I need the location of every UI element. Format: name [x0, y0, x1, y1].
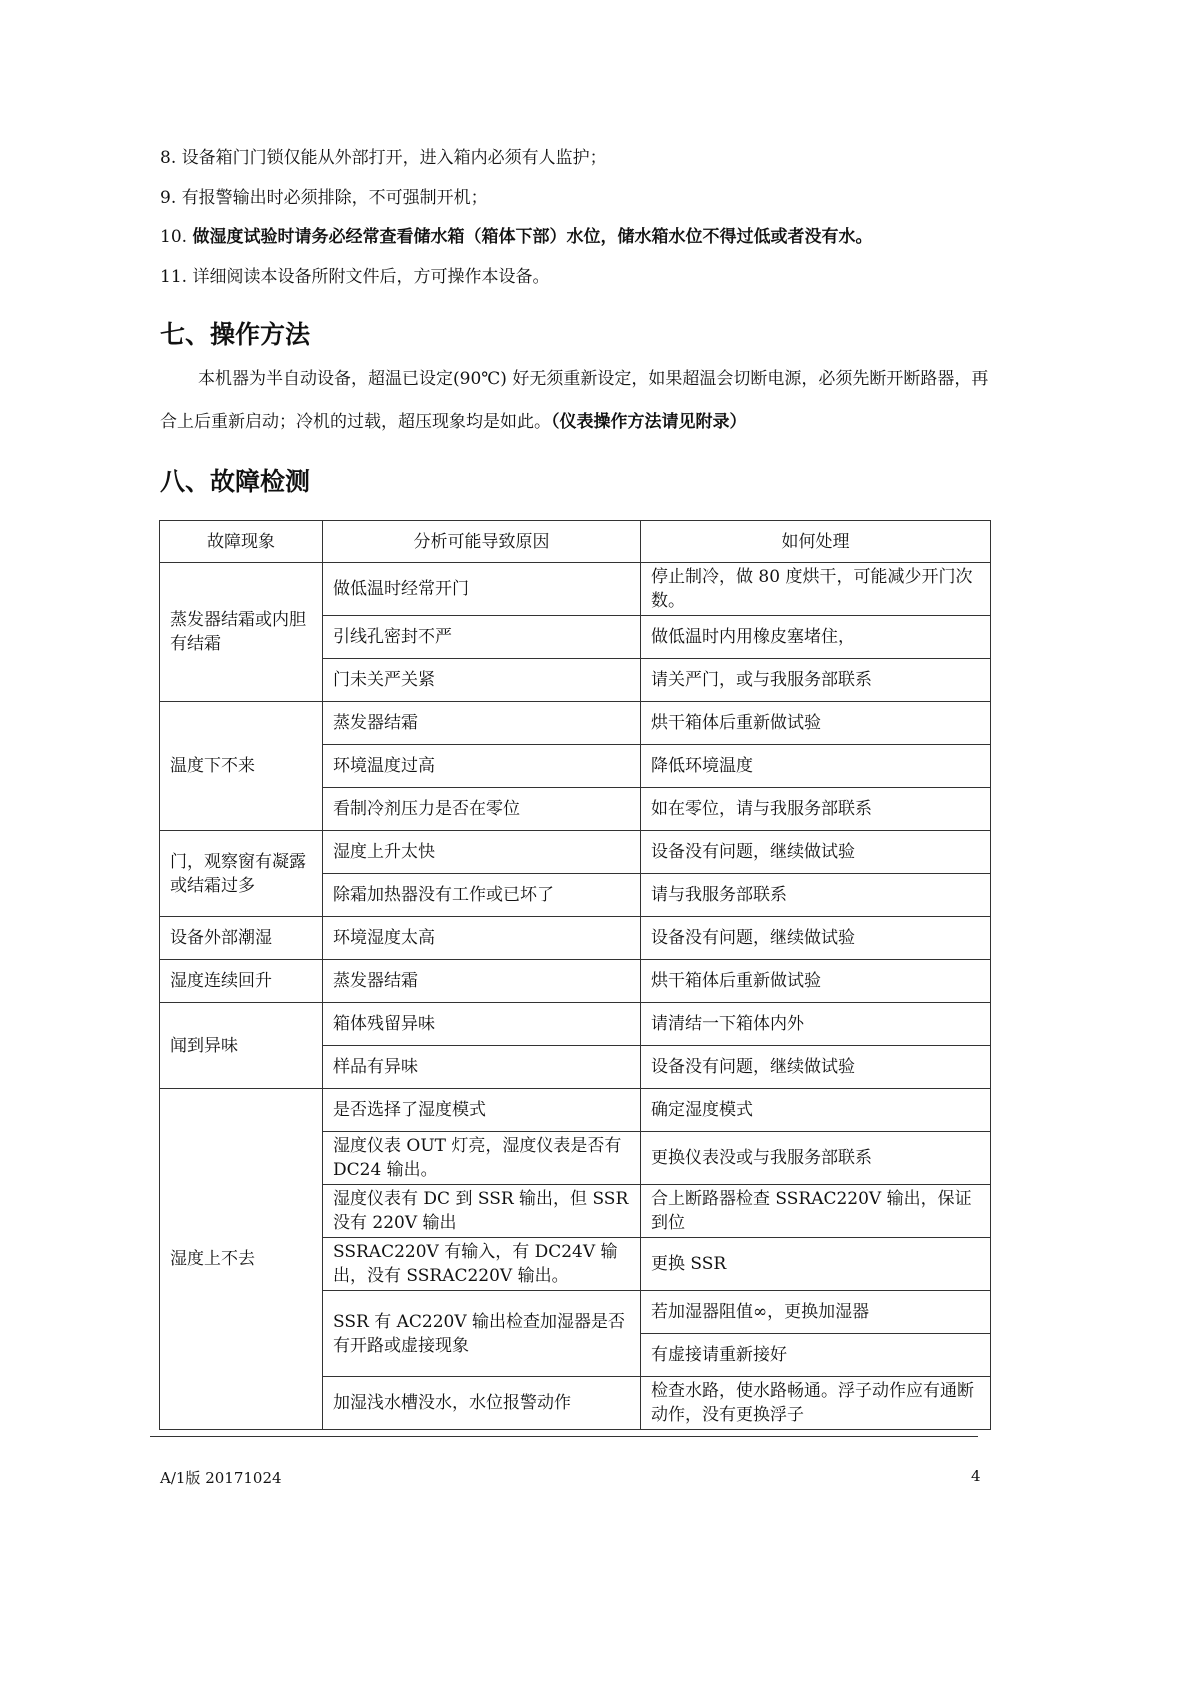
solution-cell: 设备没有问题，继续做试验: [641, 917, 991, 960]
cause-cell: 引线孔密封不严: [323, 616, 641, 659]
solution-cell: 降低环境温度: [641, 745, 991, 788]
cause-cell: 湿度仪表有 DC 到 SSR 输出，但 SSR 没有 220V 输出: [323, 1185, 641, 1238]
paragraph-text: 本机器为半自动设备，超温已设定(90℃) 好无须重新设定，如果超温会切断电源，必须先断开断路器，再合上后重新启动；冷机的过载，超压现象均是如此。: [160, 369, 989, 432]
solution-cell: 请关严门，或与我服务部联系: [641, 659, 991, 702]
item-text: 有报警输出时必须排除，不可强制开机；: [181, 188, 488, 208]
footer-rule: [150, 1436, 978, 1437]
table-row: [160, 960, 991, 1003]
section-8-title: 八、故障检测: [160, 467, 311, 496]
solution-cell: 合上断路器检查 SSRAC220V 输出，保证到位: [641, 1185, 991, 1238]
solution-cell: 有虚接请重新接好: [641, 1334, 991, 1377]
solution-cell: 如在零位，请与我服务部联系: [641, 788, 991, 831]
header-solution: 如何处理: [641, 521, 991, 563]
cause-cell: 箱体残留异味: [323, 1003, 641, 1046]
cause-cell: 蒸发器结霜: [323, 702, 641, 745]
item-text: 设备箱门门锁仅能从外部打开，进入箱内必须有人监护；: [181, 148, 607, 168]
header-symptom: 故障现象: [160, 521, 323, 563]
symptom-cell: 蒸发器结霜或内胆有结霜: [160, 563, 323, 702]
table-row: [160, 917, 991, 960]
symptom-cell: 门，观察窗有凝露或结霜过多: [160, 831, 323, 917]
symptom-cell: 闻到异味: [160, 1003, 323, 1089]
solution-cell: 确定湿度模式: [641, 1089, 991, 1132]
list-item-8: [160, 143, 607, 168]
cause-cell: 看制冷剂压力是否在零位: [323, 788, 641, 831]
table-row: [160, 702, 991, 745]
solution-cell: 停止制冷，做 80 度烘干，可能减少开门次数。: [641, 563, 991, 616]
list-item-9: [160, 183, 488, 208]
cause-cell: SSR 有 AC220V 输出检查加湿器是否有开路或虚接现象: [323, 1291, 641, 1377]
symptom-cell: 温度下不来: [160, 702, 323, 831]
cause-cell: 门未关严关紧: [323, 659, 641, 702]
table-row: [160, 1089, 991, 1132]
table-row: [160, 831, 991, 874]
cause-cell: 蒸发器结霜: [323, 960, 641, 1003]
cause-cell: 加湿浅水槽没水，水位报警动作: [323, 1377, 641, 1430]
solution-cell: 请与我服务部联系: [641, 874, 991, 917]
list-item-10: [160, 222, 872, 247]
solution-cell: 若加湿器阻值∞，更换加湿器: [641, 1291, 991, 1334]
header-cause: 分析可能导致原因: [323, 521, 641, 563]
page-number: 4: [971, 1467, 981, 1485]
symptom-cell: 湿度上不去: [160, 1089, 323, 1430]
item-number: 10.: [160, 227, 188, 247]
section-7-title: 七、操作方法: [160, 320, 311, 349]
section-7-paragraph: [160, 358, 990, 444]
solution-cell: 更换仪表没或与我服务部联系: [641, 1132, 991, 1185]
fault-table: [159, 520, 991, 1430]
cause-cell: 环境温度过高: [323, 745, 641, 788]
solution-cell: 烘干箱体后重新做试验: [641, 960, 991, 1003]
solution-cell: 烘干箱体后重新做试验: [641, 702, 991, 745]
item-text: 做湿度试验时请务必经常查看储水箱（箱体下部）水位，储水箱水位不得过低或者没有水。: [192, 227, 873, 247]
paragraph-bold-text: （仪表操作方法请见附录）: [551, 412, 747, 432]
solution-cell: 设备没有问题，继续做试验: [641, 831, 991, 874]
symptom-cell: 设备外部潮湿: [160, 917, 323, 960]
item-number: 8.: [160, 148, 177, 168]
solution-cell: 检查水路，使水路畅通。浮子动作应有通断动作，没有更换浮子: [641, 1377, 991, 1430]
solution-cell: 设备没有问题，继续做试验: [641, 1046, 991, 1089]
solution-cell: 更换 SSR: [641, 1238, 991, 1291]
cause-cell: SSRAC220V 有输入，有 DC24V 输出，没有 SSRAC220V 输出。: [323, 1238, 641, 1291]
table-row: [160, 563, 991, 616]
cause-cell: 是否选择了湿度模式: [323, 1089, 641, 1132]
list-item-11: [160, 262, 549, 287]
cause-cell: 湿度仪表 OUT 灯亮，湿度仪表是否有 DC24 输出。: [323, 1132, 641, 1185]
item-number: 9.: [160, 188, 177, 208]
symptom-cell: 湿度连续回升: [160, 960, 323, 1003]
cause-cell: 环境湿度太高: [323, 917, 641, 960]
item-number: 11.: [160, 267, 188, 287]
solution-cell: 请清结一下箱体内外: [641, 1003, 991, 1046]
table-row: [160, 1003, 991, 1046]
cause-cell: 样品有异味: [323, 1046, 641, 1089]
solution-cell: 做低温时内用橡皮塞堵住，: [641, 616, 991, 659]
cause-cell: 湿度上升太快: [323, 831, 641, 874]
cause-cell: 除霜加热器没有工作或已坏了: [323, 874, 641, 917]
cause-cell: 做低温时经常开门: [323, 563, 641, 616]
table-header-row: [160, 521, 991, 563]
item-text: 详细阅读本设备所附文件后，方可操作本设备。: [192, 267, 550, 287]
footer-version: A/1版 20171024: [160, 1469, 282, 1487]
